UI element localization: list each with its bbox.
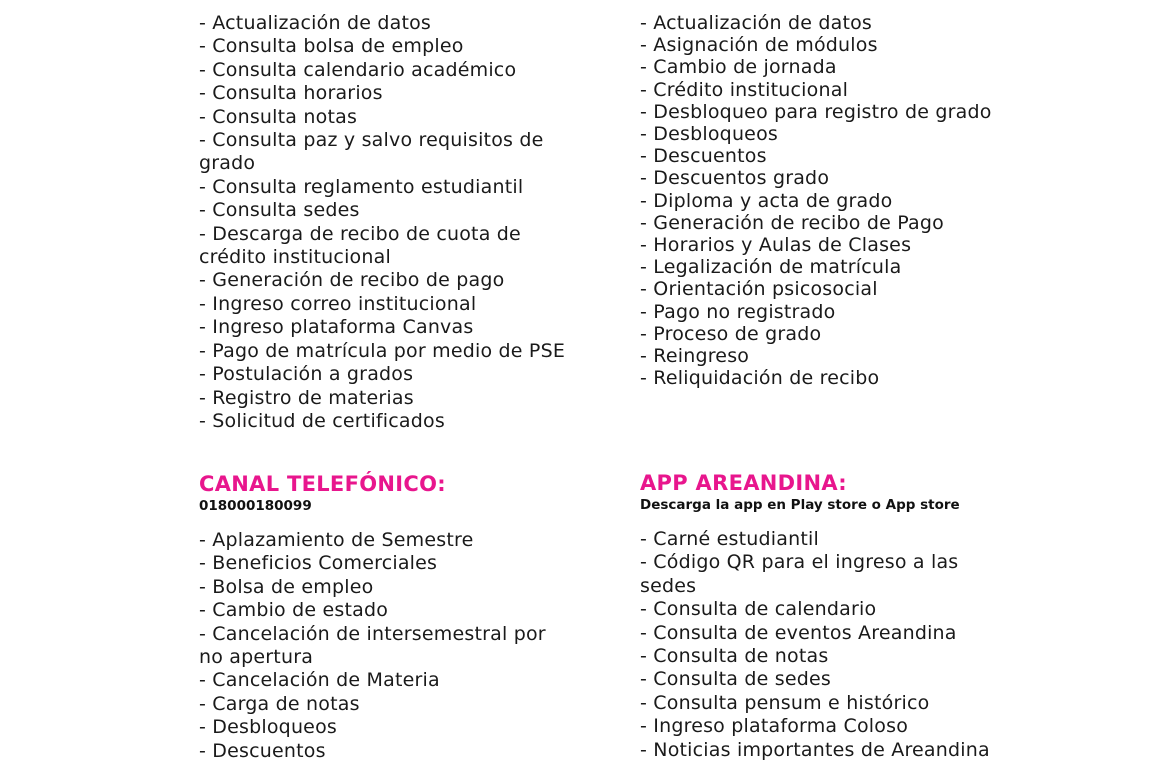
list-item: - Código QR para el ingreso a las sedes	[640, 551, 959, 597]
phone-number: 018000180099	[199, 498, 312, 514]
list-item: - Ingreso plataforma Canvas	[199, 316, 474, 339]
list-item: - Generación de recibo de pago	[199, 269, 505, 292]
list-item: - Actualización de datos	[640, 12, 873, 34]
list-item: - Ingreso correo institucional	[199, 292, 477, 315]
list-item: - Consulta de eventos Areandina	[640, 621, 957, 644]
list-item: - Generación de recibo de Pago	[640, 211, 944, 234]
section-subtitle: Descarga la app en Play store o App store	[640, 497, 960, 513]
list-item: - Proceso de grado	[640, 322, 822, 345]
section-title: CANAL TELEFÓNICO:	[199, 472, 446, 496]
list-item: - Noticias importantes de Areandina	[640, 738, 990, 761]
list-item: - Crédito institucional	[640, 78, 849, 101]
list-item: - Desbloqueo para registro de grado	[640, 100, 992, 123]
list-item: - Actualización de datos	[199, 12, 432, 34]
list-item: - Consulta de notas	[640, 645, 829, 668]
app-areandina-list	[640, 528, 1040, 762]
section-title: APP AREANDINA:	[640, 471, 848, 495]
list-item: - Horarios y Aulas de Clases	[640, 234, 912, 257]
canal-telefonico-list	[199, 529, 599, 763]
list-item: - Carné estudiantil	[640, 528, 819, 550]
list-item: - Orientación psicosocial	[640, 278, 878, 301]
list-item: - Consulta de calendario	[640, 598, 877, 621]
list-item: - Diploma y acta de grado	[640, 189, 893, 212]
list-item: - Bolsa de empleo	[199, 575, 374, 598]
list-item: - Desbloqueos	[199, 716, 337, 739]
list-item: - Descarga de recibo de cuota de crédito institucional	[199, 222, 521, 269]
list-item: - Registro de materias	[199, 386, 414, 409]
list-item: - Carga de notas	[199, 692, 360, 715]
list-item: - Cancelación de intersemestral por no apertura	[199, 622, 546, 669]
list-item: - Consulta calendario académico	[199, 58, 517, 81]
list-item: - Reingreso	[640, 345, 750, 368]
list-item: - Cancelación de Materia	[199, 669, 440, 692]
list-item: - Consulta reglamento estudiantil	[199, 175, 524, 198]
list-item: - Postulación a grados	[199, 363, 414, 386]
list-item: - Descuentos	[199, 739, 326, 762]
list-item: - Desbloqueos	[640, 123, 778, 146]
list-item: - Consulta bolsa de empleo	[199, 35, 464, 58]
list-item: - Consulta de sedes	[640, 668, 832, 691]
list-item: - Consulta sedes	[199, 199, 360, 222]
list-item: - Solicitud de certificados	[199, 409, 445, 432]
list-item: - Ingreso plataforma Coloso	[640, 715, 909, 738]
list-item: - Descuentos	[640, 145, 767, 168]
left-top-service-list	[199, 12, 599, 433]
list-item: - Reliquidación de recibo	[640, 367, 880, 390]
list-item: - Aplazamiento de Semestre	[199, 529, 474, 551]
list-item: - Pago no registrado	[640, 300, 836, 323]
list-item: - Consulta horarios	[199, 82, 383, 105]
list-item: - Pago de matrícula por medio de PSE	[199, 339, 566, 362]
list-item: - Consulta pensum e histórico	[640, 691, 930, 714]
list-item: - Consulta paz y salvo requisitos de grado	[199, 129, 544, 175]
list-item: - Cambio de estado	[199, 599, 389, 622]
list-item: - Descuentos grado	[640, 167, 830, 190]
list-item: - Beneficios Comerciales	[199, 552, 438, 575]
canal-telefonico-header	[199, 472, 446, 514]
list-item: - Consulta notas	[199, 105, 358, 128]
app-areandina-header	[640, 471, 960, 513]
right-top-service-list	[640, 12, 1040, 389]
list-item: - Legalización de matrícula	[640, 256, 902, 279]
list-item: - Asignación de módulos	[640, 34, 878, 57]
list-item: - Cambio de jornada	[640, 56, 837, 79]
